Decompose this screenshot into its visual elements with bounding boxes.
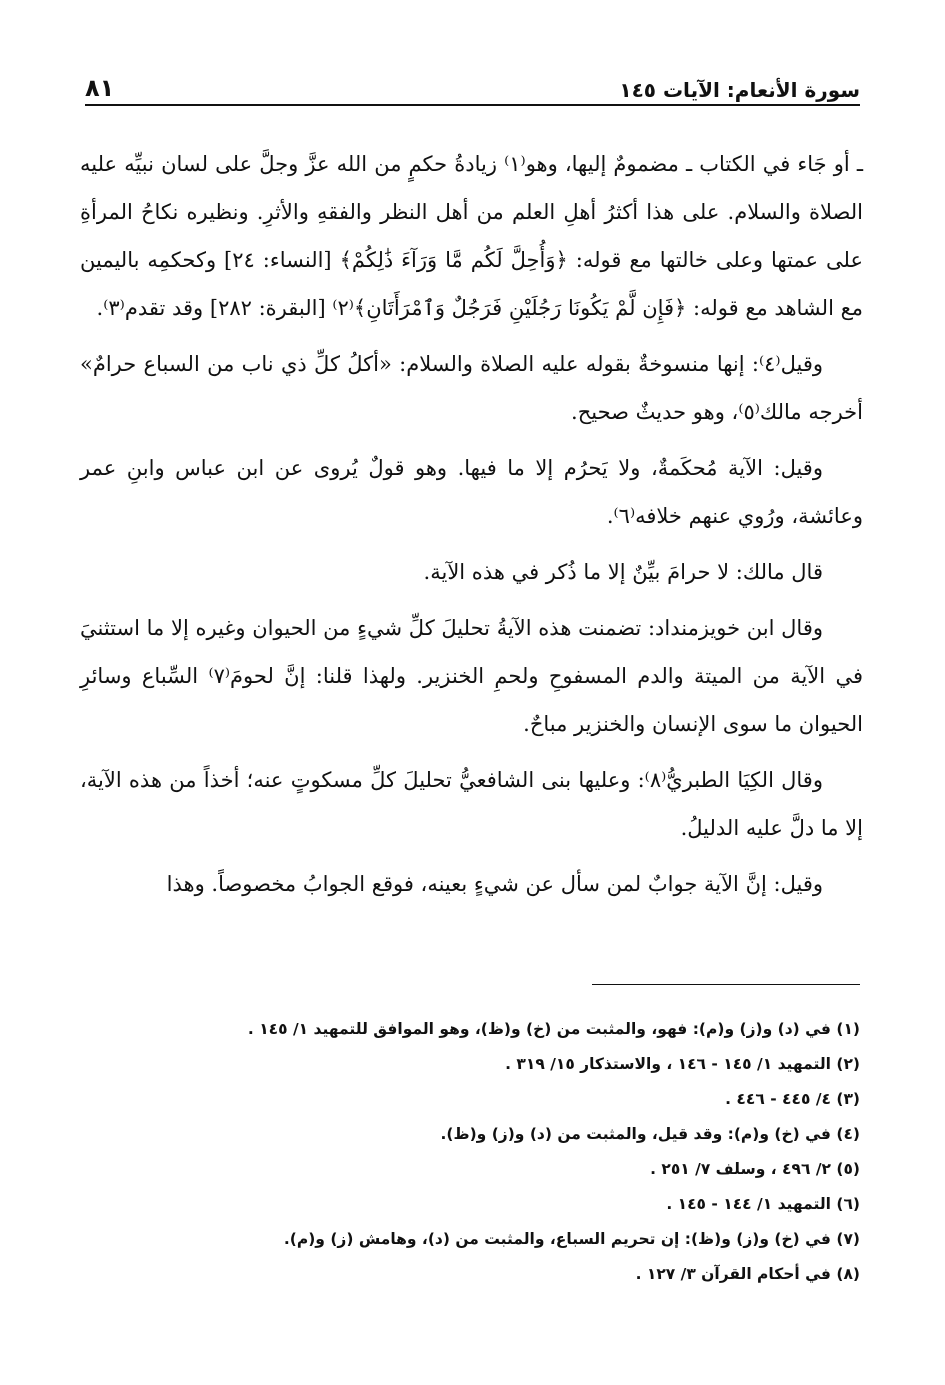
footnote-item: (٧) في (خ) و(ز) و(ظ): إن تحريم السباع، والمثبت من (د)، وهامش (ز) و(م). xyxy=(283,1230,860,1248)
page-number: ٨١ xyxy=(85,74,115,102)
paragraph: وقيل⁽٤⁾: إنها منسوخةٌ بقوله عليه الصلاة والسلام: «أكلُ كلِّ ذي ناب من السباع حرامٌ» أخرجه مالك⁽٥⁾، وهو حديثٌ صحيح. xyxy=(80,352,863,424)
paragraph: وقيل: الآية مُحكَمةٌ، ولا يَحرُم إلا ما فيها. وهو قولٌ يُروى عن ابن عباس وابنِ عمر وعائشة، ورُوي عنهم خلافه⁽٦⁾. xyxy=(80,456,863,528)
footnote-item: (٨) في أحكام القرآن ٣/ ١٢٧ . xyxy=(635,1265,860,1283)
footnote-item: (١) في (د) و(ز) و(م): فهو، والمثبت من (خ) و(ظ)، وهو الموافق للتمهيد ١/ ١٤٥ . xyxy=(247,1020,860,1038)
body-text xyxy=(80,140,863,916)
paragraph: وقال الكِيَا الطبريُّ⁽٨⁾: وعليها بنى الشافعيُّ تحليلَ كلِّ مسكوتٍ عنه؛ أخذاً من هذه الآية، إلا ما دلَّ عليه الدليلُ. xyxy=(80,768,863,840)
page-header xyxy=(85,58,860,102)
header-rule xyxy=(85,104,860,106)
footnote-item: (٤) في (خ) و(م): وقد قيل، والمثبت من (د) و(ز) و(ظ). xyxy=(440,1125,860,1143)
footnote-item: (٢) التمهيد ١/ ١٤٥ - ١٤٦ ، والاستذكار ١٥/ ٣١٩ . xyxy=(505,1055,860,1073)
footnote-item: (٥) ٢/ ٤٩٦ ، وسلف ٧/ ٢٥١ . xyxy=(650,1160,860,1178)
paragraph: قال مالك: لا حرامَ بيِّنٌ إلا ما ذُكر في هذه الآية. xyxy=(423,560,823,584)
paragraph: ـ أو جَاء في الكتاب ـ مضمومٌ إليها، وهو⁽١⁾ زيادةُ حكمٍ من الله عزَّ وجلَّ على لسان نبيِّه عليه الصلاة والسلام. على هذا أكثرُ أهلِ العلم من أهل النظر والفقهِ والأثرِ. ونظيره نكاحُ المرأةِ على عمتها وعلى خالتها مع قوله: ﴿وَأُحِلَّ لَكُم مَّا وَرَآءَ ذَٰلِكُمْ﴾ [النساء: ٢٤] وكحكمِه باليمين مع الشاهد مع قوله: ﴿فَإِن لَّمْ يَكُونَا رَجُلَيْنِ فَرَجُلٌ وَٱمْرَأَتَانِ﴾⁽٢⁾ [البقرة: ٢٨٢] وقد تقدم⁽٣⁾. xyxy=(80,152,863,320)
paragraph: وقال ابن خويزمنداد: تضمنت هذه الآيةُ تحليلَ كلِّ شيءٍ من الحيوان وغيره إلا ما استثنيَ في الآية من الميتة والدم المسفوحِ ولحمِ الخنزير. ولهذا قلنا: إنَّ لحومَ⁽٧⁾ السِّباع وسائرِ الحيوان ما سوى الإنسان والخنزير مباحٌ. xyxy=(80,616,863,736)
paragraph: وقيل: إنَّ الآية جوابٌ لمن سأل عن شيءٍ بعينه، فوقع الجوابُ مخصوصاً. وهذا xyxy=(166,872,823,896)
footnotes xyxy=(85,1012,860,1292)
footnote-item: (٦) التمهيد ١/ ١٤٤ - ١٤٥ . xyxy=(666,1195,860,1213)
footnote-separator xyxy=(592,984,860,985)
running-head: سورة الأنعام: الآيات ١٤٥ xyxy=(619,78,860,102)
footnote-item: (٣) ٤/ ٤٤٥ - ٤٤٦ . xyxy=(725,1090,860,1108)
